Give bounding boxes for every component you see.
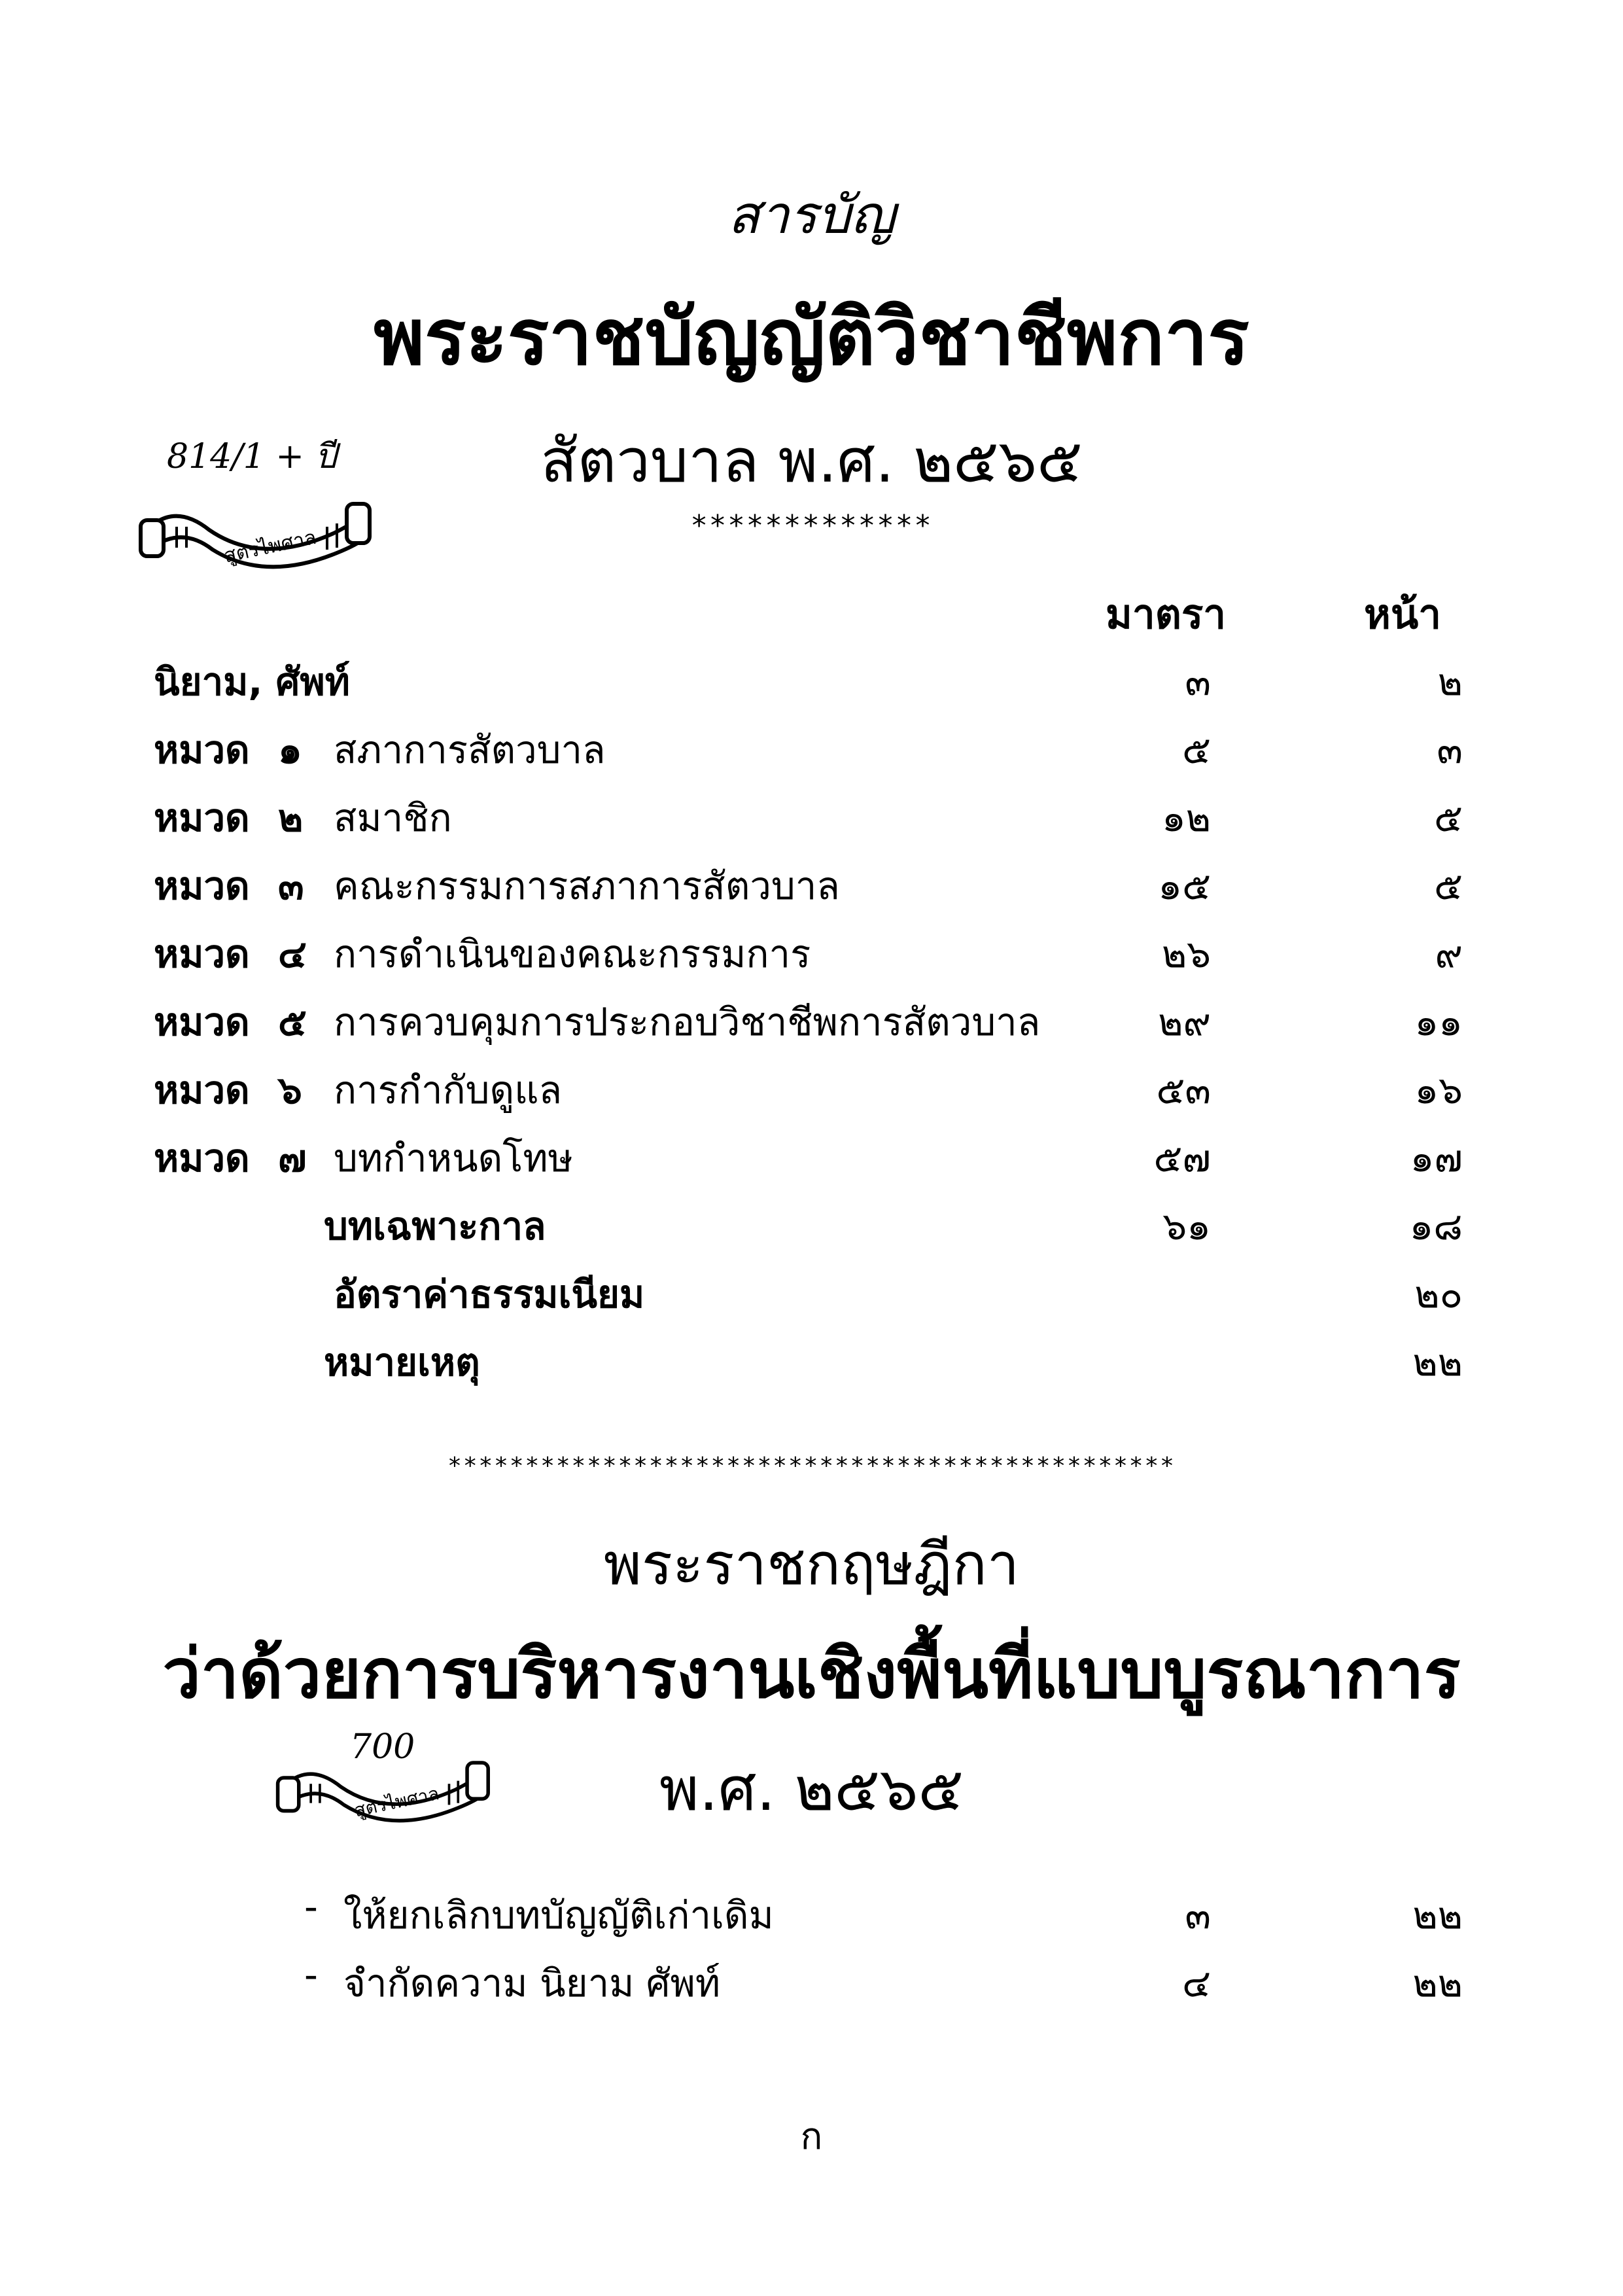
logo-text: สูตรไพศาล bbox=[352, 1782, 442, 1822]
chapter-title: สมาชิก bbox=[334, 796, 452, 840]
toc-row-extra bbox=[0, 1263, 1623, 1332]
toc-row-chapter bbox=[0, 1059, 1623, 1127]
chapter-number: ๕ bbox=[278, 1000, 307, 1044]
decree-year: พ.ศ. ๒๕๖๕ bbox=[659, 1754, 964, 1824]
extra-title: บทเฉพาะกาล bbox=[324, 1204, 546, 1248]
toc-heading: สารบัญ bbox=[727, 185, 896, 245]
toc-page: ๒๐ bbox=[1414, 1272, 1463, 1316]
toc-row-chapter bbox=[0, 787, 1623, 855]
toc-page: ๑๘ bbox=[1409, 1204, 1463, 1248]
chapter-title: การกำกับดูแล bbox=[334, 1068, 563, 1112]
chapter-title: บทกำหนดโทษ bbox=[334, 1136, 573, 1180]
chapter-title: การดำเนินของคณะกรรมการ bbox=[334, 932, 811, 976]
toc-label: นิยาม, ศัพท์ bbox=[154, 660, 350, 704]
toc-section: ๔ bbox=[1182, 1961, 1211, 2005]
chapter-title: คณะกรรมการสภาการสัตวบาล bbox=[334, 864, 840, 908]
chapter-number: ๔ bbox=[278, 932, 307, 976]
star-divider: ************* bbox=[690, 509, 933, 542]
logo-text: สูตรไพศาล bbox=[222, 525, 319, 568]
toc-page: ๕ bbox=[1434, 864, 1463, 908]
act-subtitle: สัตวบาล พ.ศ. ๒๕๖๕ bbox=[540, 426, 1083, 496]
chapter-word: หมวด bbox=[154, 1068, 250, 1112]
toc-row-chapter bbox=[0, 991, 1623, 1059]
page-marker: ก bbox=[800, 2115, 823, 2158]
column-header-section: มาตรา bbox=[1106, 590, 1227, 638]
toc-section: ๑๕ bbox=[1158, 864, 1211, 908]
toc-page: ๓ bbox=[1437, 728, 1463, 772]
item-dash: - bbox=[304, 1952, 318, 1997]
code-note: 814/1 + ปี bbox=[167, 437, 337, 476]
chapter-word: หมวด bbox=[154, 864, 250, 908]
chapter-word: หมวด bbox=[154, 932, 250, 976]
toc-section: ๖๑ bbox=[1162, 1204, 1211, 1248]
toc-page: ๑๑ bbox=[1414, 1000, 1463, 1044]
scroll-logo bbox=[275, 1747, 497, 1839]
chapter-number: ๖ bbox=[278, 1068, 302, 1112]
toc-section: ๕ bbox=[1182, 728, 1211, 772]
toc-page: ๙ bbox=[1435, 932, 1463, 976]
chapter-number: ๓ bbox=[278, 864, 304, 908]
chapter-number: ๑ bbox=[278, 728, 302, 772]
toc-page: ๑๗ bbox=[1410, 1136, 1463, 1180]
toc-row-chapter bbox=[0, 1127, 1623, 1195]
chapter-title: การควบคุมการประกอบวิชาชีพการสัตวบาล bbox=[334, 1000, 1041, 1044]
item-dash: - bbox=[304, 1884, 318, 1929]
chapter-word: หมวด bbox=[154, 796, 250, 840]
item-title: ให้ยกเลิกบทบัญญัติเก่าเดิม bbox=[343, 1893, 774, 1937]
toc-section: ๕๓ bbox=[1156, 1068, 1211, 1112]
act-title: พระราชบัญญัติวิชาชีพการ bbox=[374, 292, 1249, 382]
toc-section: ๓ bbox=[1185, 1893, 1211, 1937]
toc-section: ๒๖ bbox=[1161, 932, 1211, 976]
column-header-page: หน้า bbox=[1364, 590, 1442, 638]
toc-row-extra bbox=[0, 1332, 1623, 1400]
toc-section: ๒๙ bbox=[1158, 1000, 1211, 1044]
extra-title: อัตราค่าธรรมเนียม bbox=[334, 1272, 645, 1316]
toc-page: ๒๒ bbox=[1412, 1961, 1463, 2005]
chapter-number: ๗ bbox=[278, 1136, 307, 1180]
toc-row-chapter bbox=[0, 855, 1623, 923]
decree-item bbox=[0, 1952, 1623, 2021]
decree-code-note: 700 bbox=[350, 1727, 415, 1767]
chapter-title: สภาการสัตวบาล bbox=[334, 728, 606, 772]
decree-item bbox=[0, 1884, 1623, 1952]
toc-page: ๒ bbox=[1437, 660, 1463, 704]
chapter-number: ๒ bbox=[278, 796, 304, 840]
toc-row-chapter bbox=[0, 923, 1623, 991]
chapter-word: หมวด bbox=[154, 1000, 250, 1044]
scroll-logo bbox=[137, 487, 379, 586]
toc-row-extra bbox=[0, 1195, 1623, 1263]
toc-row-chapter bbox=[0, 719, 1623, 787]
item-title: จำกัดความ นิยาม ศัพท์ bbox=[343, 1961, 721, 2005]
decree-title: ว่าด้วยการบริหารงานเชิงพื้นที่แบบบูรณาการ bbox=[162, 1634, 1461, 1714]
toc-page: ๒๒ bbox=[1412, 1893, 1463, 1937]
chapter-word: หมวด bbox=[154, 728, 250, 772]
extra-title: หมายเหตุ bbox=[324, 1340, 480, 1385]
toc-page: ๒๒ bbox=[1412, 1340, 1463, 1385]
toc-page: ๕ bbox=[1434, 796, 1463, 840]
toc-section: ๑๒ bbox=[1161, 796, 1211, 840]
star-divider: *********************************************** bbox=[447, 1453, 1176, 1479]
toc-page: ๑๖ bbox=[1414, 1068, 1463, 1112]
toc-section: ๓ bbox=[1185, 660, 1211, 704]
toc-section: ๕๗ bbox=[1153, 1136, 1211, 1180]
toc-row-definitions bbox=[0, 651, 1623, 719]
decree-heading: พระราชกฤษฎีกา bbox=[603, 1530, 1020, 1598]
chapter-word: หมวด bbox=[154, 1136, 250, 1180]
